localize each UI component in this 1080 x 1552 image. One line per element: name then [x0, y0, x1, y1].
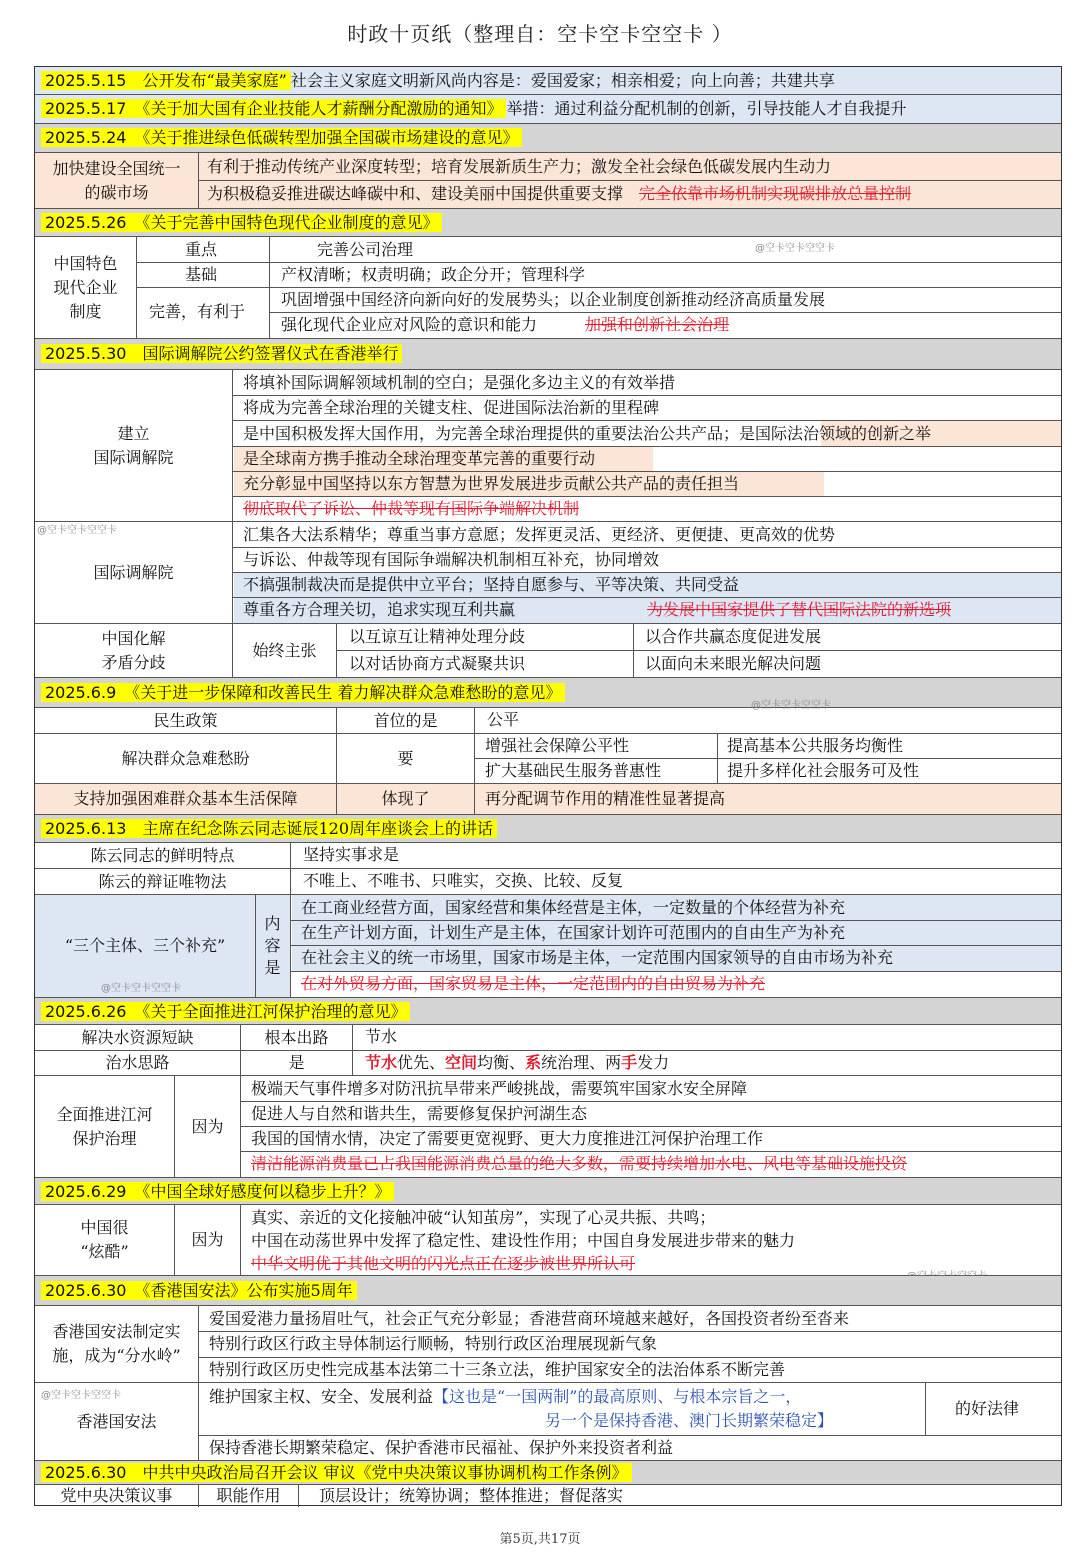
hk-law-note-1: 【这也是“一国两制”的最高原则、与根本宗旨之一，: [433, 1387, 802, 1406]
chenyun-method-value: 不唯上、不唯书、只唯实，交换、比较、反复: [303, 871, 624, 890]
water-governance-row: [35, 1051, 1061, 1076]
always-advocate: 始终主张: [233, 624, 337, 677]
section-header-0630b: [35, 1461, 1061, 1485]
advocate-3: 以对话协商方式凝聚共识: [349, 654, 526, 673]
first-priority: 首位的是: [337, 708, 475, 733]
establish-point-1: 将填补国际调解领域机制的空白；是强化多边主义的有效举措: [243, 373, 676, 392]
section-date: 2025.6.30: [45, 1463, 127, 1482]
watershed-label: 香港国安法制定实施，成为“分水岭”: [35, 1306, 199, 1382]
must: 要: [337, 734, 475, 783]
key-focus-value: 完善公司治理: [317, 240, 414, 259]
section-title: 《关于推进绿色低碳转型加强全国碳市场建设的意见》: [142, 128, 519, 147]
section-header-0530: [35, 339, 1061, 370]
section-date: 2025.6.13: [45, 819, 127, 838]
china-resolve-label: 中国化解 矛盾分歧: [35, 624, 233, 677]
fairness: 公平: [487, 710, 520, 729]
page-footer: 第5页,共17页: [499, 1532, 581, 1547]
hk-security-law-block: [35, 1383, 1061, 1461]
section-header-0613: [35, 815, 1061, 843]
highlight-keyword: 节水: [365, 1053, 398, 1072]
establish-point-3: 是中国积极发挥大国作用，为完善全球治理提供的重要法治公共产品；: [243, 424, 740, 443]
wrong-option: 加强和创新社会治理: [585, 315, 730, 334]
text-segment: 发力: [637, 1053, 670, 1072]
carbon-benefit-2: 为积极稳妥推进碳达峰碳中和、建设美丽中国提供重要支撑: [207, 184, 624, 203]
enterprise-system-block: [35, 237, 1061, 339]
establish-point-3b: 是国际法治领域的创新之举: [739, 424, 932, 443]
section-text: 举措：通过利益分配机制的创新，引导技能人才自我提升: [506, 99, 907, 118]
chenyun-trait-value: 坚持实事求是: [303, 845, 400, 864]
livelihood-policy: 民生政策: [35, 708, 337, 733]
three-subjects-label: “三个主体、三个补充”: [64, 936, 226, 955]
establish-point-2: 将成为完善全球治理的关键支柱、促进国际法治新的里程碑: [243, 398, 660, 417]
benefit-1: 巩固增强中国经济向新向好的发展势头；以企业制度创新推动经济高质量发展: [281, 290, 826, 309]
urgent-needs: 解决群众急难愁盼: [35, 734, 337, 783]
measure-1: 增强社会保障公平性: [485, 736, 630, 755]
section-header-0515: [35, 67, 1061, 95]
section-text: 社会主义家庭文明新风尚内容是：爱国爱家；相亲相爱；向上向善；共建共享: [290, 71, 835, 90]
highlight-keyword: 手: [621, 1053, 638, 1072]
section-date: 2025.5.15: [45, 71, 127, 90]
content-table: [34, 66, 1062, 1506]
section-header-0524: [35, 124, 1061, 153]
carbon-benefit-1: 有利于推动传统产业深度转型；培育发展新质生产力；激发全社会绿色低碳发展内生动力: [207, 157, 832, 176]
three-subjects-block: [35, 895, 1061, 998]
measure-4: 提升多样化社会服务可及性: [727, 761, 920, 780]
carbon-market-block: [35, 153, 1061, 209]
enterprise-system-label: 中国特色现代企业制度: [35, 237, 137, 338]
section-title: 中共中央政治局召开会议 审议《党中央决策议事协调机构工作条例》: [142, 1463, 628, 1482]
key-focus: 重点: [185, 240, 218, 259]
china-cool-block: [35, 1205, 1061, 1276]
reason-3: 我国的国情水情，决定了需要更宽视野、更大力度推进江河保护治理工作: [251, 1129, 764, 1148]
wrong-option: 清洁能源消费量已占我国能源消费总量的绝大多数，需要持续增加水电、风电等基础设施投资: [251, 1154, 908, 1173]
watermark: @空卡空卡空空卡: [755, 243, 835, 254]
wrong-option: 中华文明优于其他文明的闪光点正在逐步被世界所认可: [251, 1254, 636, 1273]
key-benefit: 完善，有利于: [149, 302, 246, 321]
section-date: 2025.6.29: [45, 1182, 127, 1201]
support-basic-living: 支持加强困难群众基本生活保障: [35, 784, 337, 814]
fundamental-way: 根本出路: [241, 1025, 353, 1050]
section-header-0526: [35, 209, 1061, 237]
section-date: 2025.5.17: [45, 99, 127, 118]
because: 因为: [175, 1076, 241, 1177]
section-date: 2025.6.30: [45, 1281, 127, 1300]
good-law: 的好法律: [955, 1399, 1020, 1418]
section-date: 2025.5.30: [45, 344, 127, 363]
wrong-option: 为发展中国家提供了替代国际法院的新选项: [647, 600, 952, 619]
advocate-4: 以面向未来眼光解决问题: [645, 654, 822, 673]
section-title: 公开发布“最美家庭”: [142, 71, 287, 90]
section-header-0517: [35, 95, 1061, 124]
section-date: 2025.5.26: [45, 213, 127, 232]
watershed-1: 爱国爱港力量扬眉吐气，社会正气充分彰显；香港营商环境越来越好，各国投资者纷至沓来: [209, 1309, 850, 1328]
watermark: @空卡空卡空空卡: [101, 983, 181, 994]
decision-body: 党中央决策议事: [35, 1485, 199, 1507]
hk-law-purpose: 维护国家主权、安全、发展利益: [209, 1387, 434, 1406]
section-date: 2025.6.9: [45, 683, 117, 702]
hk-law-note-2: 另一个是保持香港、澳门长期繁荣稳定】: [545, 1411, 834, 1430]
livelihood-policy-row: [35, 708, 1061, 734]
cool-reason-2: 中国在动荡世界中发挥了稳定性、建设性作用；中国自身发展进步带来的魅力: [251, 1231, 796, 1250]
establish-point-5: 充分彰显中国坚持以东方智慧为世界发展进步贡献公共产品的责任担当: [243, 474, 740, 493]
highlight-keyword: 空间: [445, 1053, 478, 1072]
section-title: 《关于全面推进江河保护治理的意见》: [142, 1002, 407, 1021]
cool-reason-1: 真实、亲近的文化接触冲破“认知茧房”，实现了心灵共振、共鸣；: [251, 1208, 716, 1227]
wrong-option: 彻底取代了诉讼、仲裁等现有国际争端解决机制: [243, 499, 580, 518]
section-header-0626: [35, 998, 1061, 1025]
reason-1: 极端天气事件增多对防汛抗旱带来严峻挑战，需要筑牢国家水安全屏障: [251, 1079, 748, 1098]
feature-1: 汇集各大法系精华；尊重当事方意愿；发挥更灵活、更经济、更便捷、更高效的优势: [243, 525, 836, 544]
wrong-option: 完全依靠市场机制实现碳排放总量控制: [639, 184, 912, 203]
function-value: 顶层设计；统筹协调；整体推进；督促落实: [319, 1486, 624, 1505]
reason-2: 促进人与自然和谐共生，需要修复保护河湖生态: [251, 1104, 588, 1123]
urgent-needs-row: [35, 734, 1061, 784]
watermark: @空卡空卡空空卡: [37, 525, 117, 536]
decision-body-row: [35, 1485, 1061, 1507]
china-resolve-block: [35, 624, 1061, 678]
feature-4: 尊重各方合理关切，追求实现互利共赢: [243, 600, 516, 619]
hk-security-law: 香港国安法: [35, 1383, 199, 1460]
section-header-0630a: [35, 1276, 1061, 1306]
section-title: 《中国全球好感度何以稳步上升？》: [142, 1182, 391, 1201]
content-is: 内 容 是: [255, 895, 291, 997]
carbon-market-label: 加快建设全国统一的碳市场: [35, 153, 199, 208]
redistribution: 再分配调节作用的精准性显著提高: [485, 789, 726, 808]
water-governance-value: [365, 1051, 669, 1075]
water-saving: 节水: [365, 1027, 398, 1046]
mediation-establish-label: 建立 国际调解院: [35, 370, 233, 521]
subject-2: 在生产计划方面，计划生产是主体，在国家计划许可范围内的自由生产为补充: [301, 923, 846, 942]
section-title: 《香港国安法》公布实施5周年: [142, 1281, 353, 1300]
watermark: @空卡空卡空空卡: [41, 1390, 121, 1401]
section-title: 《关于进一步保障和改善民生 着力解决群众急难愁盼的意见》: [132, 683, 562, 702]
section-header-0629: [35, 1178, 1061, 1205]
water-governance-idea: 治水思路: [35, 1051, 241, 1075]
section-date: 2025.6.26: [45, 1002, 127, 1021]
text-segment: 优先、: [397, 1053, 446, 1072]
china-cool-label: 中国很 “炫酷”: [35, 1205, 175, 1275]
advocate-2: 以合作共赢态度促进发展: [645, 627, 822, 646]
highlight-keyword: 系: [525, 1053, 542, 1072]
feature-3: 不搞强制裁决而是提供中立平台；坚持自愿参与、平等决策、共同受益: [243, 575, 740, 594]
measure-2: 提高基本公共服务均衡性: [727, 736, 904, 755]
chenyun-trait: 陈云同志的鲜明特点: [35, 843, 291, 868]
document-title: 时政十页纸（整理自：空卡空卡空空卡 ）: [347, 22, 733, 46]
key-basis-value: 产权清晰；权责明确；政企分开；管理科学: [281, 265, 586, 284]
advocate-1: 以互谅互让精神处理分歧: [349, 627, 526, 646]
hk-law-protect: 保持香港长期繁荣稳定、保护香港市民福祉、保护外来投资者利益: [209, 1438, 674, 1457]
mediation-features-label: 国际调解院: [35, 522, 233, 623]
river-protection-block: [35, 1076, 1061, 1178]
text-segment: 统治理、两: [541, 1053, 622, 1072]
chenyun-method-row: [35, 869, 1061, 895]
is: 是: [241, 1051, 353, 1075]
section-title: 国际调解院公约签署仪式在香港举行: [142, 344, 399, 363]
wrong-option: 在对外贸易方面，国家贸易是主体，一定范围内的自由贸易为补充: [301, 974, 766, 993]
subject-3: 在社会主义的统一市场里，国家市场是主体，一定范围内国家领导的自由市场为补充: [301, 948, 894, 967]
feature-2: 与诉讼、仲裁等现有国际争端解决机制相互补充，协同增效: [243, 550, 660, 569]
water-shortage: 解决水资源短缺: [35, 1025, 241, 1050]
subject-1: 在工商业经营方面，国家经营和集体经营是主体，一定数量的个体经营为补充: [301, 898, 846, 917]
watershed-3: 特别行政区历史性完成基本法第二十三条立法，维护国家安全的法治体系不断完善: [209, 1360, 786, 1379]
establish-point-4: 是全球南方携手推动全球治理变革完善的重要行动: [243, 449, 596, 468]
key-basis: 基础: [185, 265, 218, 284]
section-title: 《关于完善中国特色现代企业制度的意见》: [142, 213, 439, 232]
section-date: 2025.5.24: [45, 128, 127, 147]
because: 因为: [175, 1205, 241, 1275]
section-header-0609: [35, 678, 1061, 711]
mediation-features-block: [35, 522, 1061, 624]
watershed-2: 特别行政区行政主导体制运行顺畅，特别行政区治理展现新气象: [209, 1334, 658, 1353]
reflects: 体现了: [337, 784, 475, 814]
water-shortage-row: [35, 1025, 1061, 1051]
text-segment: 均衡、: [477, 1053, 526, 1072]
section-title: 主席在纪念陈云同志诞辰120周年座谈会上的讲话: [142, 819, 493, 838]
function-role: 职能作用: [199, 1485, 299, 1507]
support-row: [35, 784, 1061, 815]
chenyun-method: 陈云的辩证唯物法: [35, 869, 291, 894]
section-title: 《关于加大国有企业技能人才薪酬分配激励的通知》: [142, 99, 503, 118]
watermark: @空卡空卡空空卡: [751, 700, 831, 711]
benefit-2: 强化现代企业应对风险的意识和能力: [281, 315, 538, 334]
chenyun-trait-row: [35, 843, 1061, 869]
measure-3: 扩大基础民生服务普惠性: [485, 761, 662, 780]
river-protection-label: 全面推进江河 保护治理: [35, 1076, 175, 1177]
